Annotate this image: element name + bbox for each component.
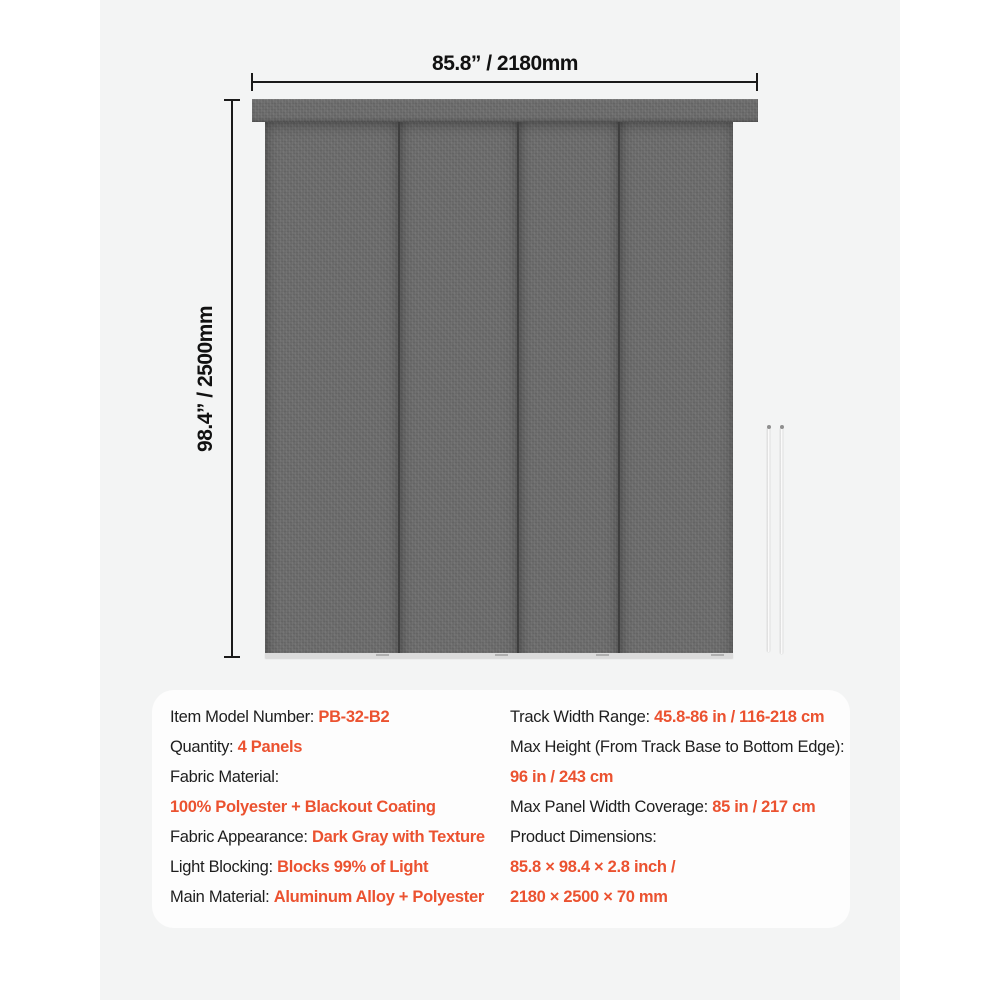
spec-value: 96 in / 243 cm xyxy=(510,768,614,786)
panel-row xyxy=(265,122,733,658)
spec-label: Quantity: xyxy=(170,738,238,756)
spec-line xyxy=(510,852,844,882)
width-dimension-tick-right xyxy=(756,73,758,91)
blind-track xyxy=(252,99,758,122)
rail-end-mark xyxy=(495,654,508,656)
spec-line xyxy=(170,792,485,822)
rail-end-mark xyxy=(376,654,389,656)
spec-label: Fabric Material: xyxy=(170,768,279,786)
height-dimension-line xyxy=(231,100,233,658)
spec-label: Item Model Number: xyxy=(170,708,319,726)
spec-value: 2180 × 2500 × 70 mm xyxy=(510,888,668,906)
spec-line xyxy=(510,732,844,762)
spec-value: 45.8-86 in / 116-218 cm xyxy=(654,708,825,726)
spec-label: Max Height (From Track Base to Bottom Edge): xyxy=(510,738,845,756)
width-dimension-tick-left xyxy=(251,73,253,91)
wand-hook-icon xyxy=(767,425,771,429)
bottom-rail xyxy=(265,653,733,658)
height-dimension-label: 98.4” / 2500mm xyxy=(194,306,217,452)
spec-label: Track Width Range: xyxy=(510,708,655,726)
wand xyxy=(767,428,770,652)
height-dimension-label-wrap xyxy=(190,100,222,658)
spec-value: Dark Gray with Texture xyxy=(311,828,485,846)
rail-end-mark xyxy=(596,654,609,656)
spec-label: Main Material: xyxy=(170,888,274,906)
spec-label: Fabric Appearance: xyxy=(170,828,312,846)
spec-column-left xyxy=(170,702,485,912)
rail-end-mark xyxy=(711,654,724,656)
width-dimension-line xyxy=(252,81,758,83)
blind-panel xyxy=(265,122,398,658)
height-dimension-tick-top xyxy=(224,99,240,101)
spec-value: 4 Panels xyxy=(237,738,303,756)
spec-value: 85 in / 217 cm xyxy=(712,798,816,816)
spec-value: Aluminum Alloy + Polyester xyxy=(273,888,484,906)
spec-line xyxy=(510,822,844,852)
spec-value: Blocks 99% of Light xyxy=(277,858,429,876)
spec-value: PB-32-B2 xyxy=(318,708,390,726)
spec-line xyxy=(510,882,844,912)
spec-label: Product Dimensions: xyxy=(510,828,657,846)
spec-line xyxy=(170,732,485,762)
spec-line xyxy=(170,852,485,882)
spec-value: 100% Polyester + Blackout Coating xyxy=(170,798,436,816)
spec-line xyxy=(170,882,485,912)
height-dimension-tick-bottom xyxy=(224,656,240,658)
spec-line xyxy=(510,702,844,732)
spec-line xyxy=(510,792,844,822)
width-dimension-label: 85.8” / 2180mm xyxy=(432,52,578,75)
spec-line xyxy=(170,762,485,792)
spec-line xyxy=(170,822,485,852)
blind-panel xyxy=(618,122,733,658)
spec-card xyxy=(152,690,850,928)
wand xyxy=(780,428,783,654)
spec-label: Light Blocking: xyxy=(170,858,278,876)
blind-panel xyxy=(517,122,618,658)
spec-value: 85.8 × 98.4 × 2.8 inch / xyxy=(510,858,676,876)
blind-panel xyxy=(398,122,517,658)
spec-label: Max Panel Width Coverage: xyxy=(510,798,713,816)
spec-line xyxy=(510,762,844,792)
wand-hook-icon xyxy=(780,425,784,429)
spec-column-right xyxy=(510,702,844,912)
spec-line xyxy=(170,702,485,732)
